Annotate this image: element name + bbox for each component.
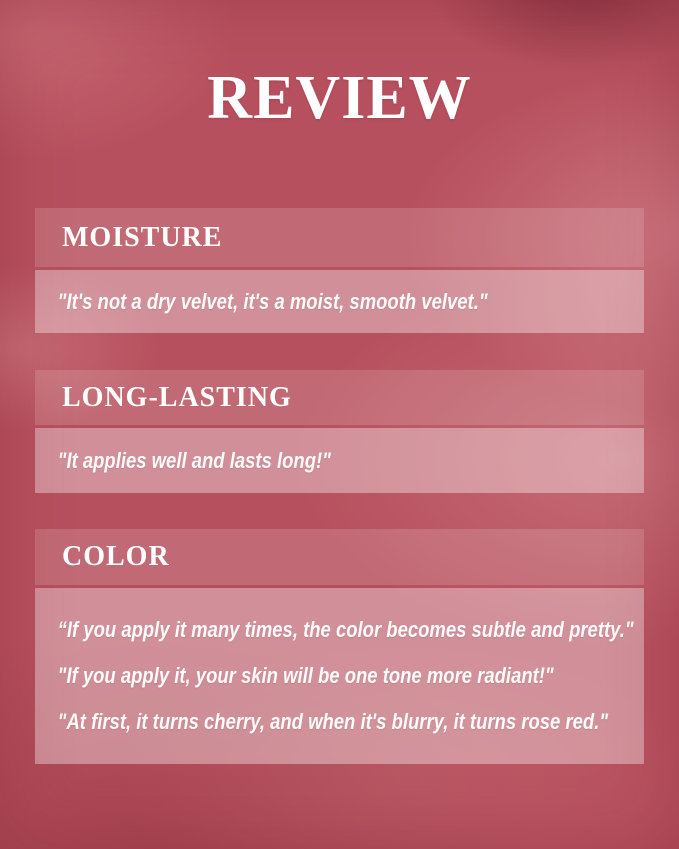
moisture-quote: "It's not a dry velvet, it's a moist, smooth velvet.": [57, 288, 488, 314]
section-color-quote-band: [35, 588, 644, 764]
color-quote-3: "At first, it turns cherry, and when it's blurry, it turns rose red.": [57, 709, 609, 734]
section-moisture-header: [35, 208, 644, 267]
section-moisture-quote-band: [35, 270, 644, 333]
section-color-heading: COLOR: [62, 541, 170, 572]
color-quote-2: "If you apply it, your skin will be one tone more radiant!": [57, 663, 554, 688]
section-long-lasting-quote-band: [35, 428, 644, 493]
section-long-lasting-header: [35, 370, 644, 425]
section-color-header: [35, 529, 644, 585]
section-long-lasting-heading: LONG-LASTING: [62, 381, 292, 413]
long-lasting-quote: "It applies well and lasts long!": [57, 447, 331, 473]
section-moisture-heading: MOISTURE: [62, 221, 223, 253]
color-quote-1: “If you apply it many times, the color becomes subtle and pretty.": [57, 617, 634, 642]
page-title: REVIEW: [207, 64, 472, 132]
